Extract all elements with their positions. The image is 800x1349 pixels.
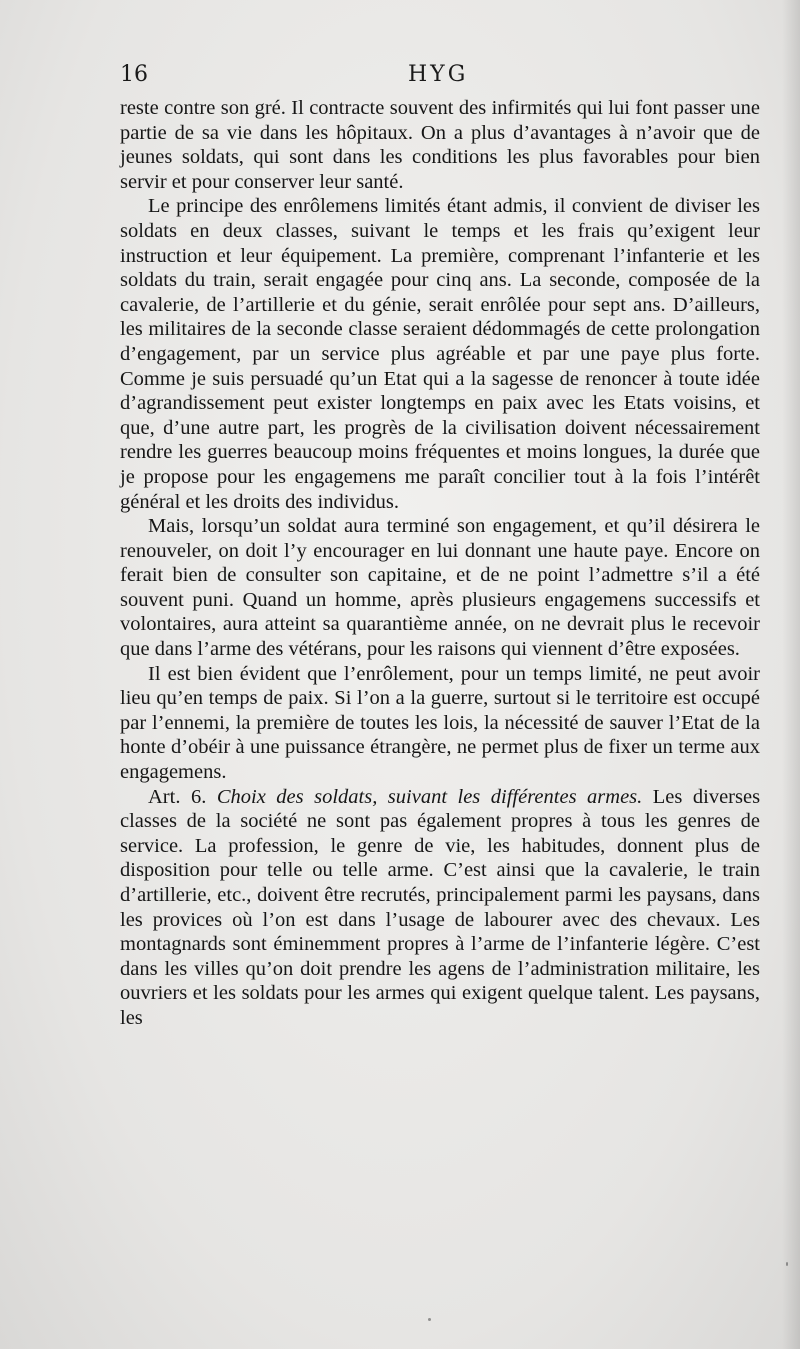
paragraph-4: Il est bien évident que l’enrôlement, pour un temps limité, ne peut avoir lieu qu’en temps de paix. Si l’on a la guerre, surtout si le territoire est occupé par l’ennemi, la première de toutes les lois, la nécessité de sauver l’Etat de la honte d’obéir à une puissance étrangère, ne permet plus de fixer un terme aux engagemens. bbox=[120, 662, 760, 784]
page-edge-shadow bbox=[782, 0, 800, 1349]
paragraph-1: reste contre son gré. Il contracte souvent des infirmités qui lui font passer une partie de sa vie dans les hôpitaux. On a plus d’avantages à n’avoir que de jeunes soldats, qui sont dans les conditions les plus favorables pour bien servir et pour conserver leur santé. bbox=[120, 97, 760, 193]
paper-speck bbox=[428, 1318, 431, 1321]
paper-speck bbox=[786, 1262, 788, 1266]
article-paragraph bbox=[120, 785, 760, 1031]
article-label: Art. 6. bbox=[148, 785, 207, 808]
paragraph-2: Le principe des enrôlemens limités étant admis, il convient de diviser les soldats en deux classes, suivant le temps et les frais qu’exigent leur instruction et leur équipement. La première, comprenant l’infanterie et les soldats du train, serait engagée pour cinq ans. La seconde, composée de la cavalerie, de l’artillerie et du génie, serait enrôlée pour sept ans. D’ailleurs, les militaires de la seconde classe seraient dédommagés de cette prolongation d’engagement, par un service plus agréable et par une paye plus forte. Comme je suis persuadé qu’un Etat qui a la sagesse de renoncer à toute idée d’agrandissement peut exister longtemps en paix avec les Etats voisins, et que, d’une autre part, les progrès de la civilisation doivent nécessairement rendre les guerres beaucoup moins fréquentes et moins longues, la durée que je propose pour les engagemens me paraît concilier tout à la fois l’intérêt général et les droits des individus. bbox=[120, 195, 760, 513]
running-head bbox=[120, 62, 760, 94]
paragraph-3: Mais, lorsqu’un soldat aura terminé son engagement, et qu’il désirera le renouveler, on doit l’y encourager en lui donnant une haute paye. Encore on ferait bien de consulter son capitaine, et de ne point l’admettre s’il a été souvent puni. Quand un homme, après plusieurs engagemens successifs et volontaires, aura atteint sa quarantième année, on ne devrait plus le recevoir que dans l’arme des vétérans, pour les raisons qui viennent d’être exposées. bbox=[120, 515, 760, 661]
article-text: Les diverses classes de la société ne sont pas également propres à tous les genres de service. La profession, le genre de vie, les habitudes, donnent plus de disposition pour telle ou telle arme. C’est ainsi que la cavalerie, le train d’artillerie, etc., doivent être recrutés, principalement parmi les paysans, dans les provices où l’on est dans l’usage de labourer avec des chevaux. Les montagnards sont éminemment propres à l’arme de l’infanterie légère. C’est dans les villes qu’on doit prendre les agens de l’administration militaire, les ouvriers et les soldats pour les armes qui exigent quelque talent. Les paysans, les bbox=[120, 785, 761, 1029]
running-title: HYG bbox=[408, 62, 469, 87]
article-heading: Choix des soldats, suivant les différentes armes. bbox=[216, 785, 643, 808]
body-text bbox=[120, 96, 760, 1031]
page-number: 16 bbox=[120, 62, 148, 87]
